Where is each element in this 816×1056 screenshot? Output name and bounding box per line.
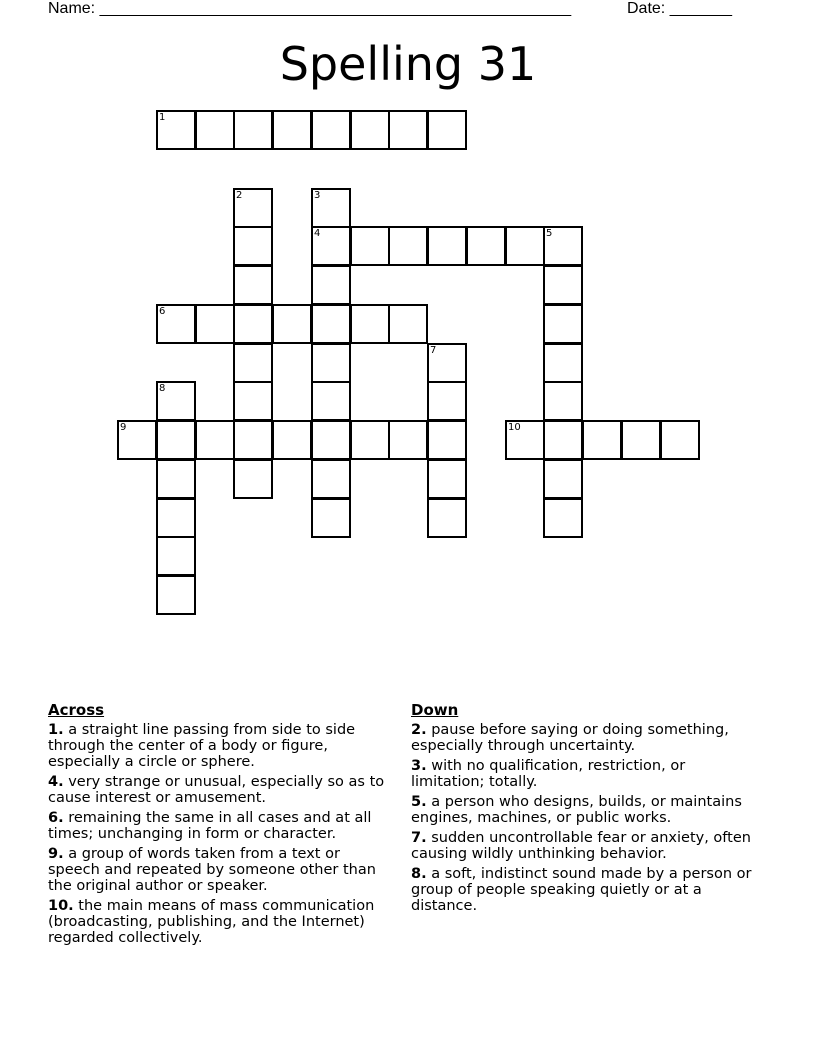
- crossword-cell[interactable]: [233, 110, 273, 150]
- crossword-cell[interactable]: [311, 420, 351, 460]
- clue-text: pause before saying or doing something, especially through uncertainty.: [411, 722, 729, 754]
- crossword-cell[interactable]: [311, 226, 351, 266]
- cell-number: 9: [120, 422, 127, 433]
- across-clue-6: [48, 810, 388, 842]
- down-clue-8: [411, 866, 756, 914]
- crossword-cell[interactable]: [233, 188, 273, 228]
- crossword-cell[interactable]: [543, 459, 583, 499]
- crossword-cell[interactable]: [543, 420, 583, 460]
- crossword-cell[interactable]: [156, 459, 196, 499]
- crossword-cell[interactable]: [233, 420, 273, 460]
- crossword-cell[interactable]: [156, 420, 196, 460]
- crossword-cell[interactable]: [621, 420, 661, 460]
- crossword-cell[interactable]: [311, 343, 351, 383]
- crossword-cell[interactable]: [233, 343, 273, 383]
- crossword-cell[interactable]: [311, 498, 351, 538]
- cell-number: 2: [236, 190, 243, 201]
- crossword-cell[interactable]: [156, 304, 196, 344]
- cell-number: 6: [159, 306, 166, 317]
- cell-number: 5: [546, 228, 553, 239]
- crossword-cell[interactable]: [427, 110, 467, 150]
- crossword-cell[interactable]: [233, 381, 273, 421]
- clue-number: 5.: [411, 794, 427, 810]
- crossword-cell[interactable]: [311, 110, 351, 150]
- clue-text: remaining the same in all cases and at all times; unchanging in form or character.: [48, 810, 372, 842]
- crossword-cell[interactable]: [427, 226, 467, 266]
- crossword-cell[interactable]: [311, 265, 351, 305]
- crossword-cell[interactable]: [388, 226, 428, 266]
- crossword-cell[interactable]: [350, 420, 390, 460]
- clue-number: 6.: [48, 810, 64, 826]
- cell-number: 7: [430, 345, 437, 356]
- crossword-cell[interactable]: [427, 343, 467, 383]
- date-field-label: Date: _______: [627, 0, 732, 17]
- crossword-cell[interactable]: [427, 459, 467, 499]
- down-clue-3: [411, 758, 756, 790]
- crossword-cell[interactable]: [195, 110, 235, 150]
- across-clues: [48, 702, 388, 950]
- clue-number: 1.: [48, 722, 64, 738]
- crossword-cell[interactable]: [660, 420, 700, 460]
- crossword-cell[interactable]: [311, 304, 351, 344]
- crossword-cell[interactable]: [388, 420, 428, 460]
- crossword-cell[interactable]: [156, 110, 196, 150]
- clue-text: very strange or unusual, especially so as to cause interest or amusement.: [48, 774, 385, 806]
- clue-number: 7.: [411, 830, 427, 846]
- crossword-cell[interactable]: [156, 575, 196, 615]
- crossword-cell[interactable]: [543, 265, 583, 305]
- crossword-cell[interactable]: [505, 226, 545, 266]
- crossword-cell[interactable]: [195, 304, 235, 344]
- crossword-cell[interactable]: [311, 459, 351, 499]
- crossword-cell[interactable]: [117, 420, 157, 460]
- across-clue-10: [48, 898, 388, 946]
- crossword-cell[interactable]: [543, 304, 583, 344]
- crossword-cell[interactable]: [427, 420, 467, 460]
- crossword-cell[interactable]: [233, 459, 273, 499]
- across-clue-4: [48, 774, 388, 806]
- crossword-cell[interactable]: [543, 381, 583, 421]
- crossword-cell[interactable]: [156, 381, 196, 421]
- crossword-cell[interactable]: [272, 110, 312, 150]
- crossword-cell[interactable]: [543, 226, 583, 266]
- crossword-cell[interactable]: [582, 420, 622, 460]
- clue-number: 10.: [48, 898, 74, 914]
- crossword-cell[interactable]: [311, 381, 351, 421]
- crossword-cell[interactable]: [272, 304, 312, 344]
- clue-number: 3.: [411, 758, 427, 774]
- clue-text: a soft, indistinct sound made by a person or group of people speaking quietly or at a distance.: [411, 866, 752, 914]
- clue-number: 2.: [411, 722, 427, 738]
- down-clues: [411, 702, 756, 918]
- down-heading: Down: [411, 701, 459, 719]
- crossword-cell[interactable]: [350, 110, 390, 150]
- crossword-cell[interactable]: [543, 343, 583, 383]
- crossword-cell[interactable]: [195, 420, 235, 460]
- crossword-cell[interactable]: [350, 226, 390, 266]
- down-clue-5: [411, 794, 756, 826]
- crossword-cell[interactable]: [466, 226, 506, 266]
- crossword-cell[interactable]: [350, 304, 390, 344]
- crossword-cell[interactable]: [388, 304, 428, 344]
- clue-number: 4.: [48, 774, 64, 790]
- clue-text: with no qualification, restriction, or limitation; totally.: [411, 758, 686, 790]
- name-field-label: Name: _____________________________________________________: [48, 0, 572, 17]
- across-clue-1: [48, 722, 388, 770]
- crossword-cell[interactable]: [427, 498, 467, 538]
- crossword-cell[interactable]: [156, 536, 196, 576]
- across-heading: Across: [48, 701, 105, 719]
- down-clue-7: [411, 830, 756, 862]
- clue-text: the main means of mass communication (broadcasting, publishing, and the Internet) regarded collectively.: [48, 898, 375, 946]
- clue-text: a group of words taken from a text or speech and repeated by someone other than the original author or speaker.: [48, 846, 376, 894]
- crossword-cell[interactable]: [156, 498, 196, 538]
- crossword-cell[interactable]: [272, 420, 312, 460]
- cell-number: 4: [314, 228, 321, 239]
- across-clue-9: [48, 846, 388, 894]
- clue-number: 8.: [411, 866, 427, 882]
- crossword-cell[interactable]: [311, 188, 351, 228]
- crossword-cell[interactable]: [505, 420, 545, 460]
- page-title: Spelling 31: [279, 37, 537, 91]
- crossword-cell[interactable]: [233, 304, 273, 344]
- cell-number: 3: [314, 190, 321, 201]
- crossword-cell[interactable]: [427, 381, 467, 421]
- clue-number: 9.: [48, 846, 64, 862]
- crossword-cell[interactable]: [233, 226, 273, 266]
- crossword-cell[interactable]: [388, 110, 428, 150]
- clue-text: a person who designs, builds, or maintains engines, machines, or public works.: [411, 794, 742, 826]
- clue-text: sudden uncontrollable fear or anxiety, often causing wildly unthinking behavior.: [411, 830, 751, 862]
- crossword-cell[interactable]: [233, 265, 273, 305]
- cell-number: 10: [508, 422, 521, 433]
- cell-number: 1: [159, 112, 166, 123]
- clue-text: a straight line passing from side to side through the center of a body or figure, especially a circle or sphere.: [48, 722, 356, 770]
- crossword-cell[interactable]: [543, 498, 583, 538]
- down-clue-2: [411, 722, 756, 754]
- cell-number: 8: [159, 383, 166, 394]
